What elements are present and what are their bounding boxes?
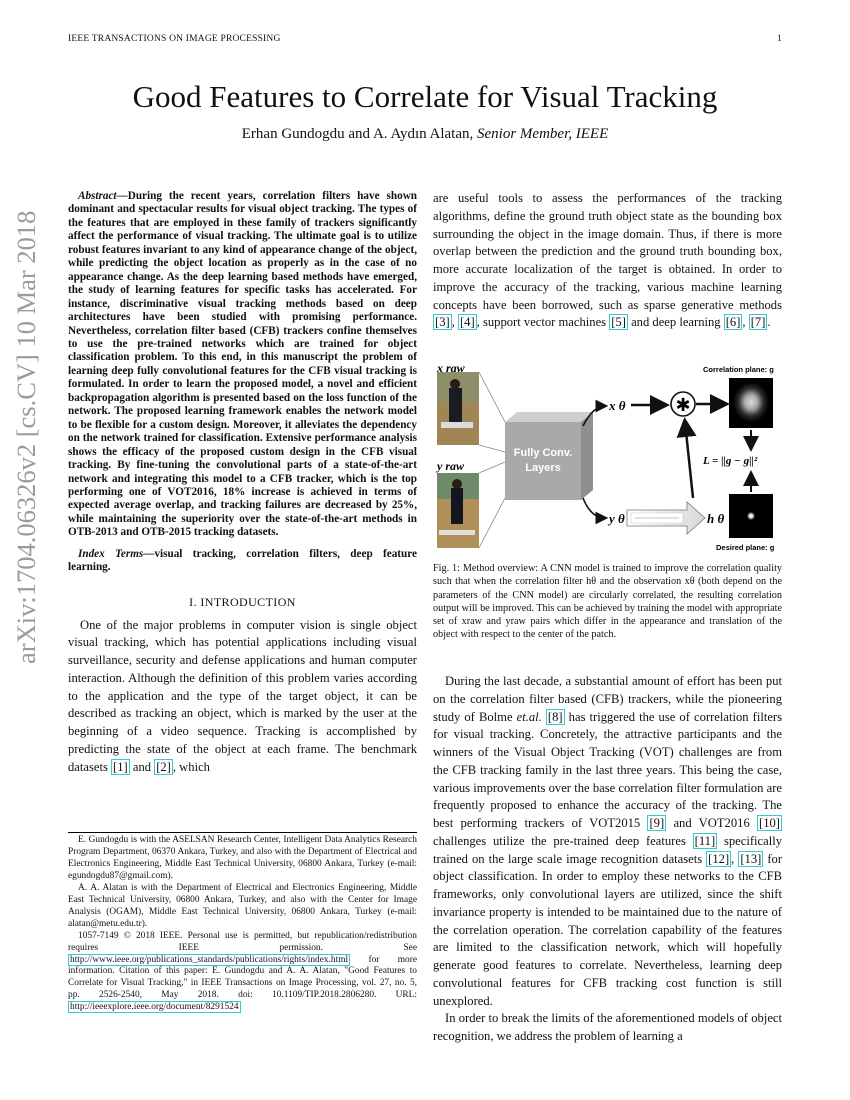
left-column xyxy=(68,190,417,776)
citation-link[interactable]: [3] xyxy=(435,315,450,330)
abstract xyxy=(68,190,417,540)
body-text: are useful tools to assess the performances of the tracking algorithms, define the ground truth object state as the bounding box surrounding the object in the image domain. Thus, if there is more overlap between the prediction and the ground truth bounding box, more accurate localization of the target is obtained. In order to improve the accuracy of the tracking, various machine learning concepts have been borrowed, such as sparse generative methods xyxy=(433,191,782,312)
last-paragraph: In order to break the limits of the aforementioned models of object recognition, we address the problem of learning a xyxy=(433,1011,782,1043)
body-text: During the last decade, a substantial amount of effort has been put on the correlation filter based (CFB) trackers, while the pioneering study of Bolme xyxy=(433,674,782,724)
arxiv-stamp[interactable]: arXiv:1704.06326v2 [cs.CV] 10 Mar 2018 xyxy=(11,210,41,664)
doi-url-link[interactable]: http://ieeexplore.ieee.org/document/8291524 xyxy=(70,1002,239,1013)
body-text: , support vector machines xyxy=(476,315,610,330)
citation-link[interactable]: [8] xyxy=(547,709,563,724)
author-role: Senior Member, IEEE xyxy=(477,126,609,142)
citation-link[interactable]: [11] xyxy=(694,833,716,848)
citation-link[interactable]: [7] xyxy=(750,315,766,330)
copyright-notice xyxy=(68,931,417,1015)
intro-text: One of the major problems in computer vision is single object visual tracking, which has potential applications including visual surveillance, security and defense applications and human computer interaction. Although the definition of this problem varies according to the application and the type of the target object, it can be described as tracking an object, which is marked by the user at the beginning of a video sequence. Tracking is accomplished by predicting the state of the object at each frame. The benchmark datasets xyxy=(68,617,417,774)
author-names: Erhan Gundogdu and A. Aydın Alatan, xyxy=(241,126,474,142)
intro-text: and xyxy=(129,759,155,774)
fully-conv-layers-block xyxy=(505,412,593,500)
body-text: challenges utilize the pre-trained deep features xyxy=(433,833,693,848)
loss-equation: L = ||g − g||² xyxy=(703,455,758,467)
correlation-plane-label: Correlation plane: g xyxy=(703,365,774,374)
x-theta-label: x θ xyxy=(609,398,626,413)
journal-name: IEEE TRANSACTIONS ON IMAGE PROCESSING xyxy=(68,34,281,44)
y-theta-label: y θ xyxy=(609,511,625,526)
body-text: and deep learning xyxy=(627,315,724,330)
citation-link[interactable]: [6] xyxy=(725,315,741,330)
convolution-symbol: ✱ xyxy=(675,395,691,416)
et-al-text: et.al. xyxy=(516,709,542,724)
citation-link[interactable]: [9] xyxy=(649,816,665,830)
footnote-author1: E. Gundogdu is with the ASELSAN Research Center, Intelligent Data Analytics Research Program Department, 06370 Ankara, Turkey, and also with the Department of Electrical and Electronics Engineering, Middle East Technical University, 06800 Ankara, Turkey (e-mail: egundogdu87@gmail.com). xyxy=(68,835,417,881)
body-text: specifically trained on the large scale image recognition datasets xyxy=(433,833,782,866)
citation-link[interactable]: [1] xyxy=(113,759,128,774)
abstract-label: Abstract xyxy=(78,190,117,202)
citation-link[interactable]: [10] xyxy=(759,816,780,830)
body-text: . xyxy=(767,315,771,330)
index-terms-label: Index Terms xyxy=(78,547,144,560)
copyright-text: 1057-7149 © 2018 IEEE. Personal use is permitted, but republication/redistribution requires IEEE permission. See xyxy=(68,930,417,953)
page-number: 1 xyxy=(777,34,782,44)
x-raw-label: x raw xyxy=(437,361,465,375)
body-text: , xyxy=(451,315,458,330)
figure-method-overview xyxy=(433,360,783,560)
footnotes xyxy=(68,832,417,1014)
citation-link[interactable]: [2] xyxy=(156,759,171,774)
authors-line xyxy=(0,124,850,144)
right-column-top xyxy=(433,190,782,332)
body-text: has triggered the use of correlation filters for visual tracking. Concretely, the attractive participants and the winners of the Visual Object Tracking (VOT) challenges are from the CFB tracking family in the last three years. This being the case, various improvements over the base correlation filter formulation are frequently proposed to enhance the accuracy of the tracking. The best performing trackers of VOT2015 xyxy=(433,709,783,830)
rights-url-link[interactable]: http://www.ieee.org/publications_standards/publications/rights/index.html xyxy=(70,954,349,965)
right-column-body xyxy=(433,673,782,1046)
running-header xyxy=(68,34,782,48)
index-terms xyxy=(68,548,417,575)
y-raw-image xyxy=(437,473,479,548)
x-raw-image xyxy=(437,372,479,445)
desired-plane-label: Desired plane: g xyxy=(716,543,775,552)
block-label-line1: Fully Conv. xyxy=(513,447,573,459)
body-text: , xyxy=(731,851,739,866)
y-raw-label: y raw xyxy=(437,459,464,473)
section-heading-introduction: I. INTRODUCTION xyxy=(189,594,296,609)
copyright-text: for more information. Citation of this paper: E. Gundogdu and A. A. Alatan, "Good Features to Correlate for Visual Tracking," in IEEE Transactions on Image Processing, vol. 27, no. 5, pp. 2526-2540, May 2018. doi: 10.1109/TIP.2018.2806280. URL: xyxy=(68,954,417,1001)
arrow-to-y-theta xyxy=(583,498,605,518)
arrow-h-to-correlation xyxy=(685,422,693,498)
h-theta-label: h θ xyxy=(707,511,725,526)
intro-paragraph xyxy=(68,617,417,777)
abstract-text: —During the recent years, correlation filters have shown dominant and spectacular results for visual object tracking. The types of the features that are employed in these family of trackers significantly affect the performance of visual tracking. The ultimate goal is to utilize robust features invariant to any kind of appearance change of the object, while predicting the object location as properly as in the case of no appearance change. As the deep learning based methods have emerged, the study of learning features for specific tasks has accelerated. For instance, discriminative visual tracking methods based on deep architectures have been studied with promising performance. Nevertheless, correlation filter based (CFB) trackers confine themselves to use the pre-trained networks which are trained for object classification problem. To this end, in this manuscript the problem of learning deep fully convolutional features for the CFB visual tracking is formulated. In order to learn the proposed model, a novel and efficient backpropagation algorithm is presented based on the loss function of the network. The proposed learning framework enables the network model to be flexible for a custom design. Moreover, it alleviates the dependency on the network trained for classification. Extensive performance analysis shows the efficacy of the proposed custom design in the CFB visual tracking. By fine-tuning the convolutional parts of a state-of-the-art network and integrating this model to a CFB tracker, which is the top performing one of VOT2016, 18% increase is achieved in terms of expected average overlap, and tracking failures are decreased by 25%, while maintaining the superiority over the state-of-the-art methods in OTB-2013 and OTB-2015 tracking datasets. xyxy=(68,190,417,539)
body-text: and VOT2016 xyxy=(666,816,758,830)
citation-link[interactable]: [5] xyxy=(611,315,626,330)
citation-link[interactable]: [13] xyxy=(740,851,762,866)
intro-text: , which xyxy=(172,759,210,774)
continued-paragraph xyxy=(433,190,782,332)
citation-link[interactable]: [12] xyxy=(708,851,730,866)
cfb-paragraph xyxy=(433,673,782,1010)
citation-link[interactable]: [4] xyxy=(459,315,475,330)
index-terms-text: —visual tracking, correlation filters, deep feature learning. xyxy=(68,547,417,574)
footnote-author2: A. A. Alatan is with the Department of Electrical and Electronics Engineering, Middle East Technical University, 06800 Ankara, Turkey, and also with the Center for Image Analysis (OGAM), Middle East Technical University, 06800 Ankara, Turkey (e-mail: alatan@metu.edu.tr). xyxy=(68,882,417,929)
paper-title: Good Features to Correlate for Visual Tracking xyxy=(132,79,718,114)
body-text: for object classification. In order to employ these networks to the CFB frameworks, only convolutional layers are utilized, since the shift invariance property is intended to be maintained due to the nature of the correlation operation. The correlation capability of the features are limited to the classification network, which will hopefully generate good features to correlate. Nevertheless, learning deep convolutional features for CFB tracking cost function is still unexplored. xyxy=(433,851,783,1008)
figure-caption: Fig. 1: Method overview: A CNN model is trained to improve the correlation quality such that when the correlation filter hθ and the observation xθ (both depend on the parameters of the CNN model) are circularly correlated, the resulting correlation output will be improved. This can be achieved by training the model with appropriate set of xraw and yraw pairs which differ in the appearance and translation of the object with respect to the center of the patch. xyxy=(433,563,782,641)
body-text: , xyxy=(742,315,749,330)
block-label-line2: Layers xyxy=(525,462,561,474)
